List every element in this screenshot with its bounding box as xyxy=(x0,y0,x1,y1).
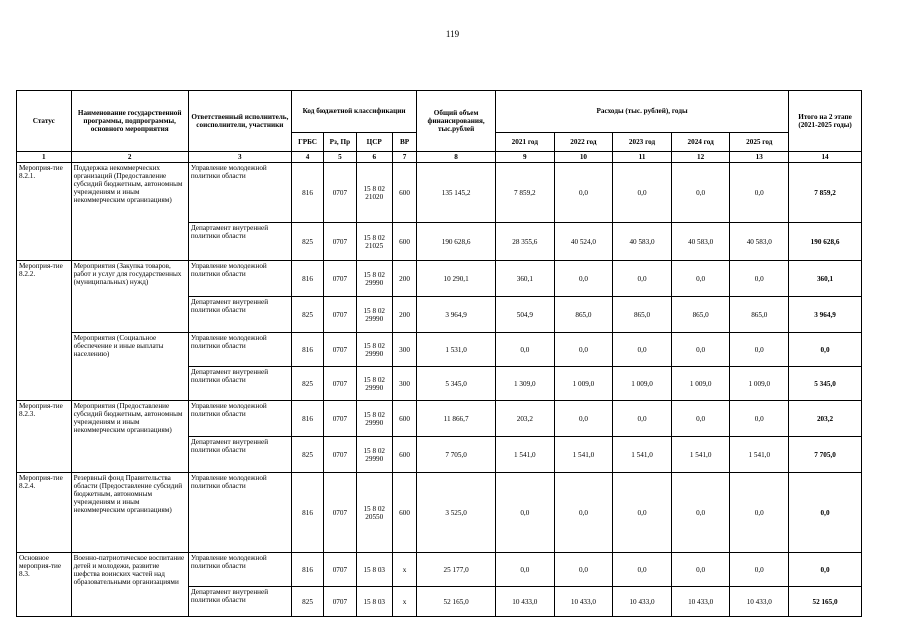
cell-csr: 15 8 02 29990 xyxy=(356,401,392,437)
row-executor: Управление молодежной политики области xyxy=(188,473,291,553)
row-executor: Департамент внутренней политики области xyxy=(188,587,291,617)
column-number: 13 xyxy=(730,152,789,163)
column-number: 7 xyxy=(392,152,416,163)
cell-csr: 15 8 03 xyxy=(356,587,392,617)
cell-2023: 0,0 xyxy=(613,333,672,367)
cell-csr: 15 8 02 29990 xyxy=(356,333,392,367)
header-total-volume: Общий объем финансирования, тыс.рублей xyxy=(417,91,496,152)
row-status: Мероприя-тие 8.2.4. xyxy=(17,473,72,553)
cell-2023: 40 583,0 xyxy=(613,223,672,261)
header-status: Статус xyxy=(17,91,72,152)
cell-2024: 1 541,0 xyxy=(671,437,730,473)
row-executor: Департамент внутренней политики области xyxy=(188,367,291,401)
cell-csr: 15 8 02 21020 xyxy=(356,163,392,223)
cell-itogo: 5 345,0 xyxy=(789,367,862,401)
cell-2021: 0,0 xyxy=(496,333,555,367)
cell-2023: 0,0 xyxy=(613,401,672,437)
cell-2022: 0,0 xyxy=(554,333,613,367)
header-2022: 2022 год xyxy=(554,133,613,152)
header-row xyxy=(17,91,862,133)
table-row xyxy=(17,163,862,223)
cell-total: 10 290,1 xyxy=(417,261,496,297)
cell-vr: 300 xyxy=(392,367,416,401)
cell-2025: 1 541,0 xyxy=(730,437,789,473)
cell-rzpr: 0707 xyxy=(324,367,356,401)
column-number: 6 xyxy=(356,152,392,163)
row-name: Поддержка некоммерческих организаций (Предоставление субсидий бюджетным, автономным учреждениям и иным некоммерческим организациям) xyxy=(71,163,188,261)
cell-grbs: 825 xyxy=(291,223,323,261)
table-row xyxy=(17,333,862,367)
column-number: 4 xyxy=(291,152,323,163)
cell-grbs: 816 xyxy=(291,333,323,367)
column-number: 12 xyxy=(671,152,730,163)
cell-2023: 10 433,0 xyxy=(613,587,672,617)
cell-total: 3 525,0 xyxy=(417,473,496,553)
cell-vr: 600 xyxy=(392,163,416,223)
cell-2021: 203,2 xyxy=(496,401,555,437)
cell-csr: 15 8 02 29990 xyxy=(356,367,392,401)
cell-2023: 1 009,0 xyxy=(613,367,672,401)
cell-2021: 10 433,0 xyxy=(496,587,555,617)
cell-itogo: 203,2 xyxy=(789,401,862,437)
header-expenses: Расходы (тыс. рублей), годы xyxy=(496,91,789,133)
cell-2021: 1 541,0 xyxy=(496,437,555,473)
cell-grbs: 825 xyxy=(291,587,323,617)
cell-2024: 0,0 xyxy=(671,473,730,553)
cell-2024: 0,0 xyxy=(671,401,730,437)
row-executor: Управление молодежной политики области xyxy=(188,261,291,297)
cell-csr: 15 8 02 20550 xyxy=(356,473,392,553)
cell-2025: 0,0 xyxy=(730,163,789,223)
cell-2025: 1 009,0 xyxy=(730,367,789,401)
cell-2025: 0,0 xyxy=(730,261,789,297)
cell-total: 135 145,2 xyxy=(417,163,496,223)
row-status: Мероприя-тие 8.2.3. xyxy=(17,401,72,473)
cell-2022: 0,0 xyxy=(554,473,613,553)
cell-rzpr: 0707 xyxy=(324,297,356,333)
header-rzpr: Рз, Пр xyxy=(324,133,356,152)
column-number: 9 xyxy=(496,152,555,163)
cell-itogo: 52 165,0 xyxy=(789,587,862,617)
cell-grbs: 816 xyxy=(291,553,323,587)
cell-itogo: 7 705,0 xyxy=(789,437,862,473)
cell-grbs: 816 xyxy=(291,473,323,553)
cell-itogo: 3 964,9 xyxy=(789,297,862,333)
cell-grbs: 825 xyxy=(291,367,323,401)
cell-total: 7 705,0 xyxy=(417,437,496,473)
cell-rzpr: 0707 xyxy=(324,223,356,261)
cell-rzpr: 0707 xyxy=(324,261,356,297)
table-row xyxy=(17,261,862,297)
cell-2022: 1 009,0 xyxy=(554,367,613,401)
cell-2022: 40 524,0 xyxy=(554,223,613,261)
cell-total: 5 345,0 xyxy=(417,367,496,401)
column-number: 3 xyxy=(188,152,291,163)
cell-2025: 0,0 xyxy=(730,553,789,587)
cell-2022: 0,0 xyxy=(554,261,613,297)
row-name: Резервный фонд Правительства области (Предоставление субсидий бюджетным, автономным учреждениям и иным некоммерческим организациям) xyxy=(71,473,188,553)
cell-vr: х xyxy=(392,553,416,587)
cell-2022: 10 433,0 xyxy=(554,587,613,617)
row-executor: Департамент внутренней политики области xyxy=(188,437,291,473)
cell-vr: 600 xyxy=(392,437,416,473)
cell-2024: 0,0 xyxy=(671,333,730,367)
cell-total: 190 628,6 xyxy=(417,223,496,261)
row-name: Мероприятия (Закупка товаров, работ и услуг для государственных (муниципальных) нужд) xyxy=(71,261,188,333)
cell-2025: 0,0 xyxy=(730,401,789,437)
column-number: 2 xyxy=(71,152,188,163)
row-executor: Департамент внутренней политики области xyxy=(188,223,291,261)
row-name: Мероприятия (Предоставление субсидий бюджетным, автономным учреждениям и иным некоммерческим организациям) xyxy=(71,401,188,473)
cell-total: 1 531,0 xyxy=(417,333,496,367)
cell-rzpr: 0707 xyxy=(324,587,356,617)
cell-vr: 600 xyxy=(392,223,416,261)
cell-csr: 15 8 02 21025 xyxy=(356,223,392,261)
cell-2025: 40 583,0 xyxy=(730,223,789,261)
cell-itogo: 7 859,2 xyxy=(789,163,862,223)
header-executor: Ответственный исполнитель, соисполнители, участники xyxy=(188,91,291,152)
cell-itogo: 0,0 xyxy=(789,553,862,587)
row-executor: Департамент внутренней политики области xyxy=(188,297,291,333)
header-grbs: ГРБС xyxy=(291,133,323,152)
header-2025: 2025 год xyxy=(730,133,789,152)
table-row xyxy=(17,401,862,437)
cell-itogo: 190 628,6 xyxy=(789,223,862,261)
cell-total: 3 964,9 xyxy=(417,297,496,333)
cell-2021: 0,0 xyxy=(496,553,555,587)
cell-2022: 865,0 xyxy=(554,297,613,333)
cell-csr: 15 8 02 29990 xyxy=(356,297,392,333)
cell-2025: 0,0 xyxy=(730,473,789,553)
header-budget-code: Код бюджетной классификации xyxy=(291,91,416,133)
page-number: 119 xyxy=(445,29,460,39)
table-row xyxy=(17,553,862,587)
cell-rzpr: 0707 xyxy=(324,553,356,587)
cell-vr: 300 xyxy=(392,333,416,367)
cell-grbs: 825 xyxy=(291,297,323,333)
cell-2021: 504,9 xyxy=(496,297,555,333)
cell-total: 25 177,0 xyxy=(417,553,496,587)
cell-total: 52 165,0 xyxy=(417,587,496,617)
cell-2021: 1 309,0 xyxy=(496,367,555,401)
column-number: 1 xyxy=(17,152,72,163)
row-executor: Управление молодежной политики области xyxy=(188,553,291,587)
row-status: Мероприя-тие 8.2.2. xyxy=(17,261,72,401)
cell-2023: 865,0 xyxy=(613,297,672,333)
cell-2022: 0,0 xyxy=(554,553,613,587)
table-row xyxy=(17,473,862,553)
cell-grbs: 816 xyxy=(291,163,323,223)
cell-2022: 1 541,0 xyxy=(554,437,613,473)
column-number: 10 xyxy=(554,152,613,163)
header-name: Наименование государственной программы, подпрограммы, основного мероприятия xyxy=(71,91,188,152)
cell-2023: 1 541,0 xyxy=(613,437,672,473)
column-number: 8 xyxy=(417,152,496,163)
row-executor: Управление молодежной политики области xyxy=(188,163,291,223)
cell-vr: 600 xyxy=(392,473,416,553)
cell-itogo: 0,0 xyxy=(789,333,862,367)
cell-itogo: 360,1 xyxy=(789,261,862,297)
cell-rzpr: 0707 xyxy=(324,401,356,437)
cell-2024: 1 009,0 xyxy=(671,367,730,401)
cell-2025: 865,0 xyxy=(730,297,789,333)
cell-2021: 360,1 xyxy=(496,261,555,297)
cell-2022: 0,0 xyxy=(554,401,613,437)
cell-2023: 0,0 xyxy=(613,553,672,587)
column-number: 14 xyxy=(789,152,862,163)
column-number: 11 xyxy=(613,152,672,163)
cell-2025: 10 433,0 xyxy=(730,587,789,617)
cell-2022: 0,0 xyxy=(554,163,613,223)
header-csr: ЦСР xyxy=(356,133,392,152)
cell-grbs: 816 xyxy=(291,261,323,297)
cell-rzpr: 0707 xyxy=(324,437,356,473)
row-status: Основное мероприя-тие 8.3. xyxy=(17,553,72,617)
cell-2021: 0,0 xyxy=(496,473,555,553)
cell-itogo: 0,0 xyxy=(789,473,862,553)
cell-vr: 200 xyxy=(392,297,416,333)
header-2023: 2023 год xyxy=(613,133,672,152)
column-number: 5 xyxy=(324,152,356,163)
cell-2024: 10 433,0 xyxy=(671,587,730,617)
cell-total: 11 866,7 xyxy=(417,401,496,437)
cell-csr: 15 8 03 xyxy=(356,553,392,587)
cell-vr: х xyxy=(392,587,416,617)
row-name: Мероприятия (Социальное обеспечение и иные выплаты населению) xyxy=(71,333,188,401)
row-name: Военно-патриотическое воспитание детей и молодежи, развитие шефства воинских частей над образовательными организациями xyxy=(71,553,188,617)
row-status: Мероприя-тие 8.2.1. xyxy=(17,163,72,261)
cell-vr: 200 xyxy=(392,261,416,297)
cell-2024: 0,0 xyxy=(671,163,730,223)
cell-2024: 0,0 xyxy=(671,553,730,587)
column-number-row xyxy=(17,152,862,163)
cell-2023: 0,0 xyxy=(613,163,672,223)
header-2021: 2021 год xyxy=(496,133,555,152)
cell-grbs: 816 xyxy=(291,401,323,437)
cell-2025: 0,0 xyxy=(730,333,789,367)
cell-2023: 0,0 xyxy=(613,473,672,553)
cell-csr: 15 8 02 29990 xyxy=(356,261,392,297)
cell-2024: 40 583,0 xyxy=(671,223,730,261)
cell-2021: 7 859,2 xyxy=(496,163,555,223)
header-vr: ВР xyxy=(392,133,416,152)
cell-grbs: 825 xyxy=(291,437,323,473)
cell-rzpr: 0707 xyxy=(324,473,356,553)
header-2024: 2024 год xyxy=(671,133,730,152)
budget-table xyxy=(16,90,862,617)
cell-rzpr: 0707 xyxy=(324,333,356,367)
cell-csr: 15 8 02 29990 xyxy=(356,437,392,473)
cell-2024: 865,0 xyxy=(671,297,730,333)
cell-vr: 600 xyxy=(392,401,416,437)
cell-2021: 28 355,6 xyxy=(496,223,555,261)
cell-rzpr: 0707 xyxy=(324,163,356,223)
cell-2023: 0,0 xyxy=(613,261,672,297)
header-itogo: Итого на 2 этапе (2021-2025 годы) xyxy=(789,91,862,152)
row-executor: Управление молодежной политики области xyxy=(188,333,291,367)
cell-2024: 0,0 xyxy=(671,261,730,297)
row-executor: Управление молодежной политики области xyxy=(188,401,291,437)
